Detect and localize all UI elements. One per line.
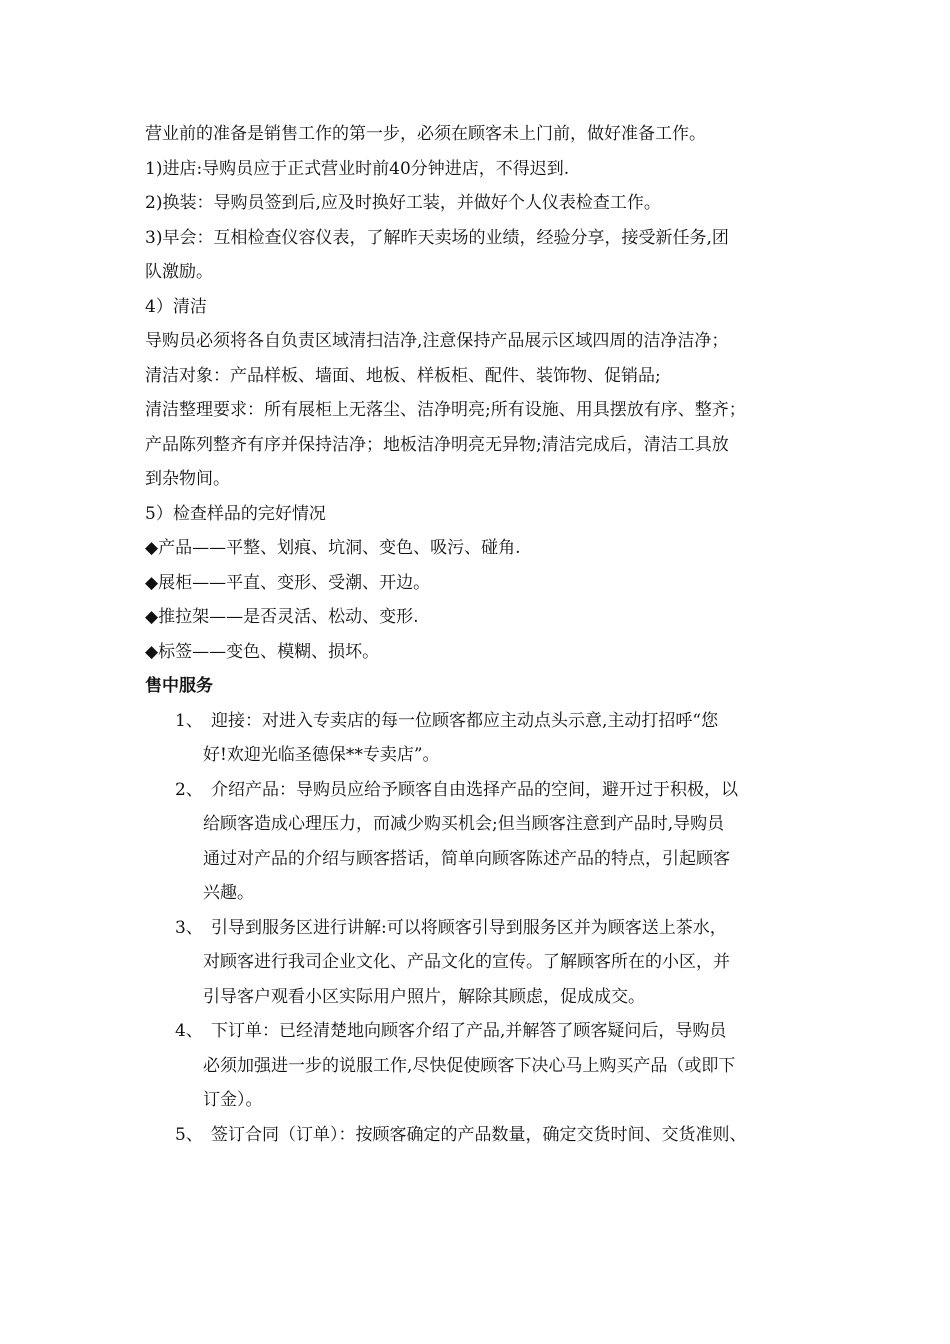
service-item-2 (145, 773, 845, 911)
paragraph-morning-meeting-cont: 队激励。 (145, 262, 213, 282)
bullet-display-cabinet: ◆展柜——平直、变形、受潮、开边。 (145, 572, 431, 593)
bullet-pull-rack: ◆推拉架——是否灵活、松动、变形. (145, 607, 419, 627)
bullet-product: ◆产品——平整、划痕、坑洞、变色、吸污、碰角. (145, 538, 521, 558)
service-item-number: 3、 (175, 917, 203, 938)
service-item-line: 好!欢迎光临圣德保**专卖店”。 (203, 745, 440, 765)
service-item-5 (145, 1118, 845, 1153)
service-item-number: 4、 (175, 1021, 203, 1041)
paragraph-morning-meeting: 3)早会：互相检查仪容仪表，了解昨天卖场的业绩，经验分享，接受新任务,团 (145, 227, 729, 248)
paragraph-enter-store: 1)进店:导购员应于正式营业时前40分钟进店，不得迟到. (145, 158, 570, 179)
bullet-label: ◆标签——变色、模糊、损坏。 (145, 641, 380, 662)
service-item-line: 通过对产品的介绍与顾客搭话，简单向顾客陈述产品的特点，引起顾客 (203, 848, 730, 869)
service-item-4 (145, 1014, 845, 1118)
paragraph-cleaning-title: 4）清洁 (145, 296, 207, 317)
service-item-line: 介绍产品：导购员应给予顾客自由选择产品的空间，避开过于积极，以 (211, 779, 738, 800)
service-item-line: 给顾客造成心理压力，而减少购买机会;但当顾客注意到产品时,导购员 (203, 814, 725, 834)
paragraph-cleaning-duty: 导购员必须将各自负责区域清扫洁净,注意保持产品展示区域四周的洁净洁净； (145, 331, 729, 351)
service-item-line: 必须加强进一步的说服工作,尽快促使顾客下决心马上购买产品（或即下 (203, 1055, 736, 1076)
paragraph-intro: 营业前的准备是销售工作的第一步，必须在顾客未上门前，做好准备工作。 (145, 124, 706, 144)
section-heading: 售中服务 (145, 676, 213, 696)
service-item-line: 兴趣。 (203, 883, 254, 903)
service-item-line: 下订单：已经清楚地向顾客介绍了产品,并解答了顾客疑问后，导购员 (211, 1021, 727, 1041)
service-item-line: 对顾客进行我司企业文化、产品文化的宣传。了解顾客所在的小区，并 (203, 952, 730, 972)
paragraph-cleaning-requirements-end: 到杂物间。 (145, 469, 230, 489)
paragraph-cleaning-objects: 清洁对象：产品样板、墙面、地板、样板柜、配件、装饰物、促销品; (145, 365, 661, 386)
paragraph-cleaning-requirements: 清洁整理要求：所有展柜上无落尘、洁净明亮;所有设施、用具摆放有序、整齐； (145, 400, 746, 420)
document-body (145, 117, 845, 1152)
paragraph-sample-check-title: 5）检查样品的完好情况 (145, 503, 326, 524)
service-item-number: 5、 (175, 1124, 203, 1145)
paragraph-change-uniform: 2)换装：导购员签到后,应及时换好工装，并做好个人仪表检查工作。 (145, 193, 661, 213)
service-item-line: 签订合同（订单）：按顾客确定的产品数量，确定交货时间、交货准则、 (211, 1124, 747, 1145)
service-item-3 (145, 911, 845, 1015)
service-item-line: 订金）。 (203, 1090, 263, 1110)
paragraph-cleaning-requirements-cont: 产品陈列整齐有序并保持洁净；地板洁净明亮无异物;清洁完成后，清洁工具放 (145, 434, 729, 455)
service-item-1 (145, 704, 845, 773)
service-item-line: 引导客户观看小区实际用户照片，解除其顾虑，促成成交。 (203, 986, 645, 1007)
service-item-line: 引导到服务区进行讲解:可以将顾客引导到服务区并为顾客送上茶水， (211, 917, 727, 938)
service-item-line: 迎接：对进入专卖店的每一位顾客都应主动点头示意,主动打招呼“您 (211, 710, 719, 731)
service-item-number: 2、 (175, 779, 203, 800)
service-item-number: 1、 (175, 710, 203, 731)
